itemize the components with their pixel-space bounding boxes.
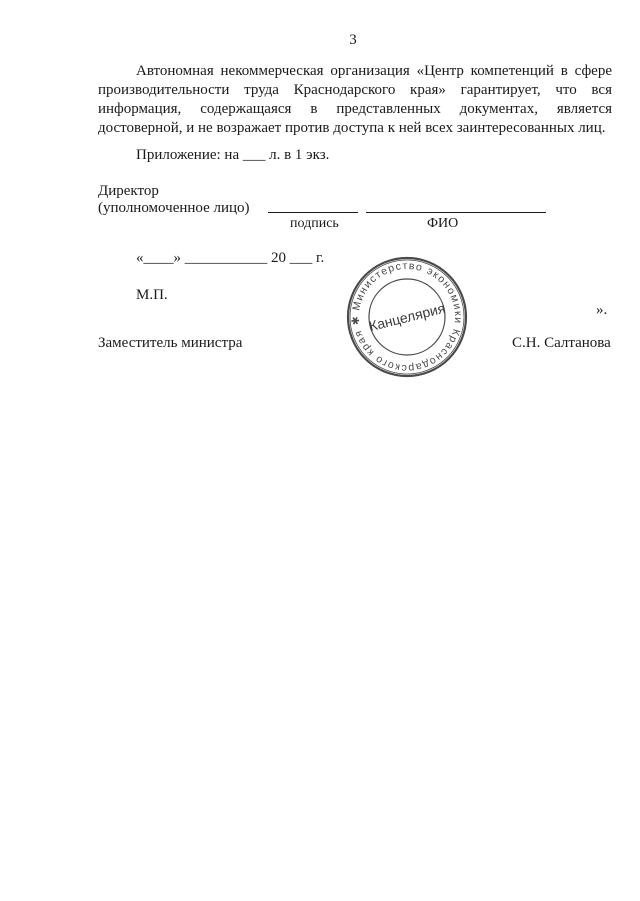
signature-caption: подпись [290, 216, 339, 231]
name-line [366, 212, 546, 213]
stamp-center-text: Канцелярия [367, 299, 447, 335]
date-line: «____» ___________ 20 ___ г. [136, 250, 325, 266]
deputy-minister-name: С.Н. Салтанова [512, 335, 611, 351]
seal-place: М.П. [136, 287, 168, 303]
page-number: 3 [349, 32, 357, 48]
stamp-ring-text: Министерство экономики Краснодарского края ✱ [349, 259, 465, 375]
paragraph-line-2: производительности труда Краснодарского края» гарантирует, что вся [98, 82, 612, 98]
paragraph-line-3: информация, содержащаяся в представленных документах, является [98, 101, 612, 117]
attachment-line: Приложение: на ___ л. в 1 экз. [136, 147, 330, 163]
office-stamp [346, 256, 468, 378]
name-caption: ФИО [427, 216, 459, 231]
signer-role: (уполномоченное лицо) [98, 200, 250, 216]
signer-title: Директор [98, 183, 159, 199]
stamp-seal-icon [346, 256, 468, 378]
closing-quote: ». [596, 302, 608, 318]
paragraph-line-4: достоверной, и не возражает против доступа к ней всех заинтересованных лиц. [98, 120, 606, 136]
paragraph-line-1: Автономная некоммерческая организация «Центр компетенций в сфере [136, 63, 612, 79]
deputy-minister-title: Заместитель министра [98, 335, 243, 351]
guarantee-paragraph [98, 62, 612, 138]
signature-line [268, 212, 358, 213]
